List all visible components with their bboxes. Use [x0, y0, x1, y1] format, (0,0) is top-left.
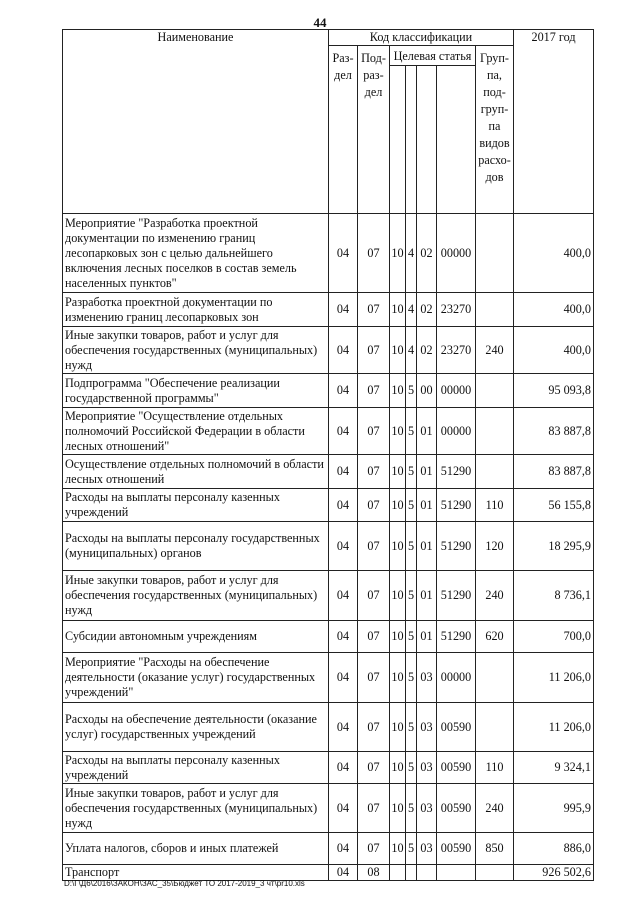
row-target-subprogram: 5	[406, 784, 417, 833]
row-amount: 926 502,6	[514, 865, 594, 881]
table-row	[63, 293, 594, 327]
row-target-direction: 00000	[437, 653, 476, 703]
row-section: 04	[329, 327, 358, 374]
row-target-subprogram: 5	[406, 489, 417, 522]
row-subsection: 07	[358, 703, 390, 752]
row-target-direction: 00590	[437, 784, 476, 833]
row-target-subprogram: 4	[406, 293, 417, 327]
page-number: 44	[313, 15, 327, 30]
row-target-program: 10	[390, 455, 406, 489]
row-name: Расходы на выплаты персоналу казенных учреждений	[63, 489, 329, 522]
row-amount: 83 887,8	[514, 455, 594, 489]
row-subsection: 07	[358, 522, 390, 571]
budget-table	[62, 29, 594, 881]
row-section: 04	[329, 571, 358, 621]
row-target-program: 10	[390, 653, 406, 703]
row-name: Разработка проектной документации по изменению границ лесопарковых зон	[63, 293, 329, 327]
row-target-event: 02	[417, 293, 437, 327]
row-subsection: 07	[358, 833, 390, 865]
row-subsection: 07	[358, 653, 390, 703]
row-subsection: 08	[358, 865, 390, 881]
header-classification: Код классификации	[329, 30, 514, 46]
row-name: Транспорт	[63, 865, 329, 881]
row-target-subprogram: 5	[406, 621, 417, 653]
row-name: Расходы на выплаты персоналу казенных учреждений	[63, 752, 329, 784]
row-target-event: 03	[417, 653, 437, 703]
row-name: Иные закупки товаров, работ и услуг для обеспечения государственных (муниципальных) нужд	[63, 327, 329, 374]
row-target-program: 10	[390, 784, 406, 833]
row-target-subprogram: 5	[406, 455, 417, 489]
row-section: 04	[329, 784, 358, 833]
row-amount: 700,0	[514, 621, 594, 653]
row-subsection: 07	[358, 784, 390, 833]
row-target-subprogram: 5	[406, 752, 417, 784]
row-section: 04	[329, 489, 358, 522]
file-path-footer: D:\Г\Д6\2016\ЗАКОН\ЗАС_35\Бюджет ТО 2017-2019_3 чт\pr10.xls	[64, 879, 305, 888]
row-amount: 8 736,1	[514, 571, 594, 621]
row-target-event: 01	[417, 489, 437, 522]
header-section: Раз- дел	[329, 46, 358, 214]
row-amount: 11 206,0	[514, 703, 594, 752]
row-target-subprogram: 5	[406, 833, 417, 865]
row-target-direction: 23270	[437, 293, 476, 327]
row-expense-group: 240	[476, 784, 514, 833]
row-target-program: 10	[390, 752, 406, 784]
row-target-program: 10	[390, 374, 406, 408]
row-target-direction: 51290	[437, 489, 476, 522]
table-header	[63, 30, 594, 214]
row-target-direction: 00000	[437, 408, 476, 455]
table-row	[63, 408, 594, 455]
table-row	[63, 653, 594, 703]
row-section: 04	[329, 408, 358, 455]
row-section: 04	[329, 653, 358, 703]
row-expense-group: 620	[476, 621, 514, 653]
row-target-direction: 51290	[437, 621, 476, 653]
row-subsection: 07	[358, 214, 390, 293]
table-row	[63, 833, 594, 865]
row-name: Расходы на обеспечение деятельности (оказание услуг) государственных учреждений	[63, 703, 329, 752]
row-target-direction: 51290	[437, 522, 476, 571]
row-section: 04	[329, 865, 358, 881]
row-name: Расходы на выплаты персоналу государственных (муниципальных) органов	[63, 522, 329, 571]
row-expense-group	[476, 703, 514, 752]
row-subsection: 07	[358, 293, 390, 327]
row-section: 04	[329, 522, 358, 571]
row-name: Иные закупки товаров, работ и услуг для обеспечения государственных (муниципальных) нужд	[63, 571, 329, 621]
table-row	[63, 327, 594, 374]
row-subsection: 07	[358, 752, 390, 784]
row-target-program: 10	[390, 703, 406, 752]
row-target-subprogram: 5	[406, 374, 417, 408]
header-name: Наименование	[63, 30, 329, 214]
row-amount: 886,0	[514, 833, 594, 865]
row-expense-group	[476, 408, 514, 455]
row-expense-group: 110	[476, 752, 514, 784]
header-target-sub-3	[417, 66, 437, 214]
row-target-event: 03	[417, 703, 437, 752]
row-section: 04	[329, 621, 358, 653]
row-target-program: 10	[390, 833, 406, 865]
row-target-subprogram: 4	[406, 327, 417, 374]
row-target-event: 03	[417, 784, 437, 833]
row-subsection: 07	[358, 374, 390, 408]
row-target-event: 00	[417, 374, 437, 408]
table-row	[63, 522, 594, 571]
header-target: Целевая статья	[390, 46, 476, 66]
row-subsection: 07	[358, 571, 390, 621]
row-expense-group: 110	[476, 489, 514, 522]
row-target-direction	[437, 865, 476, 881]
row-section: 04	[329, 455, 358, 489]
header-year: 2017 год	[514, 30, 594, 214]
header-subsection: Под- раз- дел	[358, 46, 390, 214]
row-target-program: 10	[390, 621, 406, 653]
row-name: Осуществление отдельных полномочий в области лесных отношений	[63, 455, 329, 489]
row-section: 04	[329, 374, 358, 408]
row-expense-group	[476, 214, 514, 293]
table-row	[63, 489, 594, 522]
table-row	[63, 703, 594, 752]
row-name: Уплата налогов, сборов и иных платежей	[63, 833, 329, 865]
row-target-subprogram: 5	[406, 408, 417, 455]
row-target-direction: 00590	[437, 833, 476, 865]
row-amount: 9 324,1	[514, 752, 594, 784]
row-target-direction: 51290	[437, 455, 476, 489]
table-row	[63, 374, 594, 408]
row-amount: 18 295,9	[514, 522, 594, 571]
row-section: 04	[329, 752, 358, 784]
table-body	[63, 214, 594, 881]
row-amount: 400,0	[514, 214, 594, 293]
row-target-event: 01	[417, 408, 437, 455]
row-target-direction: 23270	[437, 327, 476, 374]
row-target-subprogram: 5	[406, 703, 417, 752]
row-subsection: 07	[358, 327, 390, 374]
table-row	[63, 214, 594, 293]
row-target-program: 10	[390, 408, 406, 455]
row-target-subprogram: 5	[406, 571, 417, 621]
row-subsection: 07	[358, 455, 390, 489]
row-target-event: 03	[417, 752, 437, 784]
row-target-event: 01	[417, 455, 437, 489]
row-name: Подпрограмма "Обеспечение реализации государственной программы"	[63, 374, 329, 408]
table-row	[63, 455, 594, 489]
table-row	[63, 571, 594, 621]
table-row	[63, 784, 594, 833]
row-target-direction: 00590	[437, 703, 476, 752]
row-target-event: 03	[417, 833, 437, 865]
row-section: 04	[329, 293, 358, 327]
row-amount: 95 093,8	[514, 374, 594, 408]
table-row	[63, 752, 594, 784]
row-target-event: 02	[417, 214, 437, 293]
header-target-sub-4	[437, 66, 476, 214]
row-subsection: 07	[358, 408, 390, 455]
row-name: Мероприятие "Осуществление отдельных полномочий Российской Федерации в области лесных отношений"	[63, 408, 329, 455]
row-target-subprogram: 5	[406, 653, 417, 703]
row-subsection: 07	[358, 489, 390, 522]
row-target-program: 10	[390, 293, 406, 327]
row-target-event: 01	[417, 571, 437, 621]
header-target-sub-1	[390, 66, 406, 214]
row-target-program: 10	[390, 522, 406, 571]
row-target-subprogram: 4	[406, 214, 417, 293]
row-target-direction: 00000	[437, 374, 476, 408]
row-target-direction: 51290	[437, 571, 476, 621]
row-amount: 11 206,0	[514, 653, 594, 703]
row-name: Иные закупки товаров, работ и услуг для обеспечения государственных (муниципальных) нужд	[63, 784, 329, 833]
row-expense-group: 850	[476, 833, 514, 865]
row-target-direction: 00000	[437, 214, 476, 293]
row-expense-group	[476, 865, 514, 881]
row-target-program: 10	[390, 571, 406, 621]
row-target-direction: 00590	[437, 752, 476, 784]
row-section: 04	[329, 703, 358, 752]
row-expense-group	[476, 293, 514, 327]
row-name: Субсидии автономным учреждениям	[63, 621, 329, 653]
row-target-event: 02	[417, 327, 437, 374]
row-subsection: 07	[358, 621, 390, 653]
row-section: 04	[329, 833, 358, 865]
row-amount: 83 887,8	[514, 408, 594, 455]
row-target-event	[417, 865, 437, 881]
row-target-program	[390, 865, 406, 881]
row-expense-group	[476, 653, 514, 703]
row-name: Мероприятие "Разработка проектной документации по изменению границ лесопарковых зон с целью дальнейшего включения лесных поселков в состав земель населенных пунктов"	[63, 214, 329, 293]
row-amount: 400,0	[514, 293, 594, 327]
row-target-subprogram: 5	[406, 522, 417, 571]
row-target-program: 10	[390, 214, 406, 293]
row-expense-group: 120	[476, 522, 514, 571]
row-amount: 400,0	[514, 327, 594, 374]
row-expense-group	[476, 374, 514, 408]
row-amount: 995,9	[514, 784, 594, 833]
row-expense-group: 240	[476, 327, 514, 374]
row-target-event: 01	[417, 522, 437, 571]
row-target-program: 10	[390, 489, 406, 522]
row-expense-group: 240	[476, 571, 514, 621]
header-target-sub-2	[406, 66, 417, 214]
row-name: Мероприятие "Расходы на обеспечение деятельности (оказание услуг) государственных учреждений"	[63, 653, 329, 703]
header-group: Груп- па, под- груп- па видов расхо- дов	[476, 46, 514, 214]
row-target-event: 01	[417, 621, 437, 653]
row-amount: 56 155,8	[514, 489, 594, 522]
row-section: 04	[329, 214, 358, 293]
row-target-subprogram	[406, 865, 417, 881]
row-target-program: 10	[390, 327, 406, 374]
row-expense-group	[476, 455, 514, 489]
table-row	[63, 621, 594, 653]
